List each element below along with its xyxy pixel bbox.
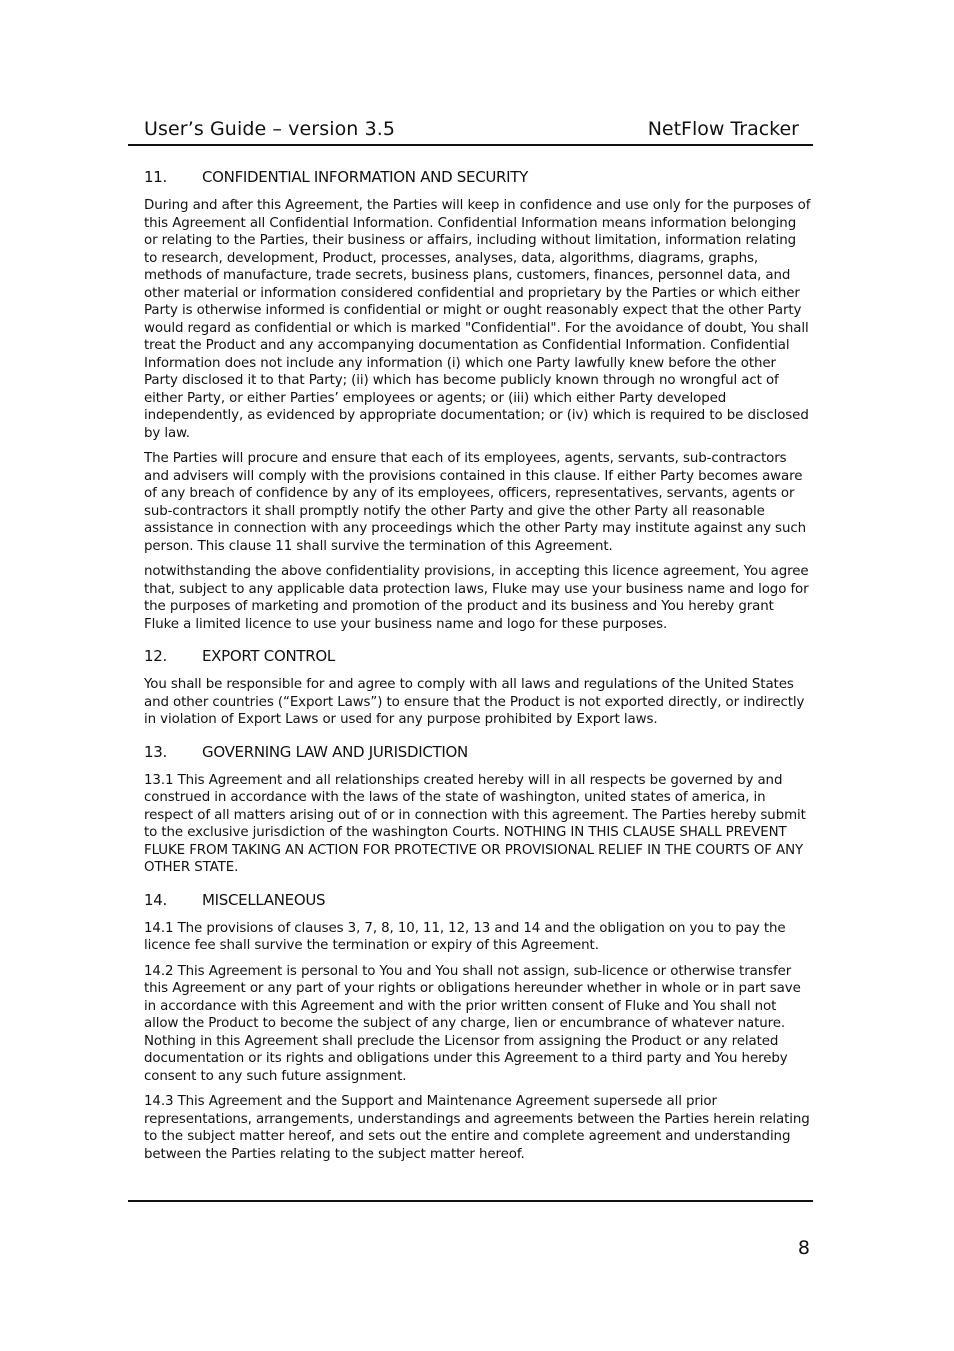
paragraph: 14.3 This Agreement and the Support and Maintenance Agreement supersede all prior representations, arrangements, understandings and agreements between the Parties herein relating to the subject matter hereof, and sets out the entire and complete agreement and understanding between the Parties relating to the subject matter hereof. xyxy=(144,1094,810,1162)
paragraph: 13.1 This Agreement and all relationships created hereby will in all respects be governed by and construed in accordance with the laws of the state of washington, united states of america, in respect of all matters arising out of or in connection with this agreement. The Parties hereby submit to the exclusive jurisdiction of the washington Courts. NOTHING IN THIS CLAUSE SHALL PREVENT FLUKE FROM TAKING AN ACTION FOR PROTECTIVE OR PROVISIONAL RELIEF IN THE COURTS OF ANY OTHER STATE. xyxy=(144,772,806,875)
document-body xyxy=(144,166,812,1171)
paragraph: The Parties will procure and ensure that each of its employees, agents, servants, sub-contractors and advisers will comply with the provisions contained in this clause. If either Party becomes aware of any breach of confidence by any of its employees, officers, representatives, servants, agents or sub-contractors it shall promptly notify the other Party and give the other Party all reasonable assistance in connection with any proceedings which the other Party may institute against any such person. This clause 11 shall survive the termination of this Agreement. xyxy=(144,451,806,554)
section-miscellaneous xyxy=(144,889,812,1164)
section-heading xyxy=(144,741,812,763)
paragraph: 14.1 The provisions of clauses 3, 7, 8, 10, 11, 12, 13 and 14 and the obligation on you to pay the licence fee shall survive the termination or expiry of this Agreement. xyxy=(144,920,786,953)
paragraph: notwithstanding the above confidentiality provisions, in accepting this licence agreement, You agree that, subject to any applicable data protection laws, Fluke may use your business name and logo for the purposes of marketing and promotion of the product and its business and You hereby grant Fluke a limited licence to use your business name and logo for these purposes. xyxy=(144,564,809,632)
paragraph: During and after this Agreement, the Parties will keep in confidence and use only for the purposes of this Agreement all Confidential Information. Confidential Information means information belonging or relating to the Parties, their business or affairs, including without limitation, information relating to research, development, Product, processes, analyses, data, algorithms, diagrams, graphs, methods of manufacture, trade secrets, business plans, customers, finances, personnel data, and other material or information considered confidential and proprietary by the Parties or which either Party is otherwise informed is confidential or might or ought reasonably expect that the other Party would regard as confidential or which is marked "Confidential". For the avoidance of doubt, You shall treat the Product and any accompanying documentation as Confidential Information. Confidential Information does not include any information (i) which one Party lawfully knew before the other Party disclosed it to that Party; (ii) which has become publicly known through no wrongful act of either Party, or either Parties’ employees or agents; or (iii) which either Party developed independently, as evidenced by appropriate documentation; or (iv) which is required to be disclosed by law. xyxy=(144,198,811,441)
section-number: 13. xyxy=(144,742,167,761)
section-title: MISCELLANEOUS xyxy=(202,890,326,909)
section-number: 14. xyxy=(144,890,167,909)
page-number: 8 xyxy=(797,1237,810,1259)
section-governing-law xyxy=(144,741,812,877)
section-number: 12. xyxy=(144,647,167,665)
page-header xyxy=(128,116,813,146)
section-confidential-information xyxy=(144,166,812,633)
product-name: NetFlow Tracker xyxy=(647,118,799,140)
section-heading xyxy=(144,166,812,188)
section-title: CONFIDENTIAL INFORMATION AND SECURITY xyxy=(202,168,529,186)
paragraph: You shall be responsible for and agree to comply with all laws and regulations of the United States and other countries (“Export Laws”) to ensure that the Product is not exported directly, or indirectly in violation of Export Laws or used for any purpose prohibited by Export laws. xyxy=(144,677,805,727)
section-heading xyxy=(144,889,812,911)
section-export-control xyxy=(144,645,812,729)
document-title: User’s Guide – version 3.5 xyxy=(144,118,396,140)
section-heading xyxy=(144,645,812,667)
footer-divider xyxy=(128,1200,813,1202)
section-title: EXPORT CONTROL xyxy=(202,647,335,665)
section-title: GOVERNING LAW AND JURISDICTION xyxy=(202,742,468,761)
section-number: 11. xyxy=(144,168,167,186)
paragraph: 14.2 This Agreement is personal to You and You shall not assign, sub-licence or otherwise transfer this Agreement or any part of your rights or obligations hereunder whether in whole or in part save in accordance with this Agreement and with the prior written consent of Fluke and You shall not allow the Product to become the subject of any charge, lien or encumbrance of whatever nature. Nothing in this Agreement shall preclude the Licensor from assigning the Product or any related documentation or its rights and obligations under this Agreement to a third party and You hereby consent to any such future assignment. xyxy=(144,963,801,1084)
